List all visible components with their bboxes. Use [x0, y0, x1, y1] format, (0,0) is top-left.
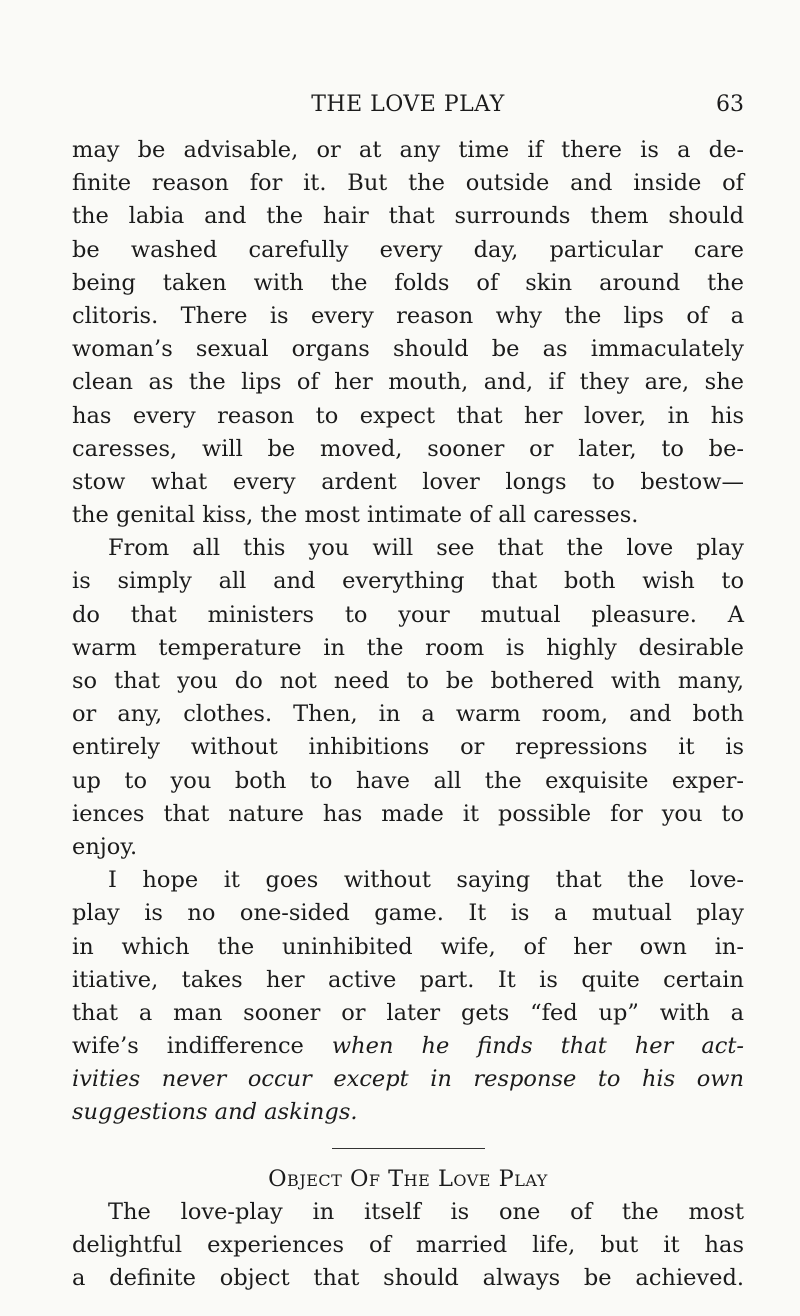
text-line: be washed carefully every day, particular care: [72, 236, 744, 263]
text-line: enjoy.: [72, 833, 138, 860]
text-italic: when he finds that her act-: [331, 1033, 744, 1060]
text-line: the genital kiss, the most intimate of all caresses.: [72, 502, 639, 529]
book-page: [72, 0, 744, 1316]
paragraph-4: [72, 1196, 744, 1296]
text-line: a definite object that should always be achieved.: [72, 1265, 744, 1292]
text-line: From all this you will see that the love play: [108, 535, 744, 562]
running-head: [72, 90, 744, 120]
text-line: that a man sooner or later gets “fed up” with a: [72, 999, 744, 1026]
running-title: THE LOVE PLAY: [311, 92, 505, 117]
page-number: 63: [716, 92, 744, 117]
paragraph-1: [72, 134, 744, 532]
paragraph-2: [72, 532, 744, 864]
paragraph-3: [72, 864, 744, 1130]
text-line: may be advisable, or at any time if there is a de-: [72, 137, 744, 163]
text-line: or any, clothes. Then, in a warm room, and both: [72, 701, 744, 728]
text-line: The love-play in itself is one of the most: [108, 1198, 744, 1225]
text-line: iences that nature has made it possible for you to: [72, 800, 744, 827]
text-line: caresses, will be moved, sooner or later, to be-: [72, 435, 744, 462]
text-line: clitoris. There is every reason why the lips of a: [72, 302, 744, 329]
text-line: up to you both to have all the exquisite exper-: [72, 767, 744, 794]
text-line: clean as the lips of her mouth, and, if they are, she: [72, 369, 744, 396]
text-line: in which the uninhibited wife, of her own in-: [72, 933, 744, 960]
text-line: I hope it goes without saying that the love-: [108, 867, 744, 894]
text-line: is simply all and everything that both wish to: [72, 568, 744, 595]
text-line: entirely without inhibitions or repressions it is: [72, 734, 744, 761]
text-line: has every reason to expect that her lover, in his: [72, 402, 744, 429]
text-line: the labia and the hair that surrounds them should: [72, 203, 744, 230]
section-heading: Object Of The Love Play: [268, 1165, 548, 1192]
text-line: stow what every ardent lover longs to bestow—: [72, 468, 744, 495]
text-roman: wife’s indifference: [72, 1033, 332, 1060]
text-line: being taken with the folds of skin around the: [72, 269, 744, 296]
body-text: [72, 134, 744, 1295]
text-line-italic: suggestions and askings.: [72, 1099, 358, 1126]
text-line: warm temperature in the room is highly desirable: [72, 634, 744, 661]
text-line-italic: ivities never occur except in response to his own: [72, 1066, 744, 1093]
text-line: itiative, takes her active part. It is quite certain: [72, 966, 744, 993]
text-line: finite reason for it. But the outside and inside of: [72, 170, 744, 197]
section-divider: [332, 1148, 485, 1149]
text-line: [72, 1030, 744, 1063]
text-line: do that ministers to your mutual pleasure. A: [72, 601, 744, 628]
text-line: play is no one-sided game. It is a mutual play: [72, 900, 744, 927]
text-line: so that you do not need to be bothered with many,: [72, 668, 744, 694]
text-line: woman’s sexual organs should be as immaculately: [72, 336, 744, 363]
text-line: delightful experiences of married life, but it has: [72, 1232, 744, 1258]
